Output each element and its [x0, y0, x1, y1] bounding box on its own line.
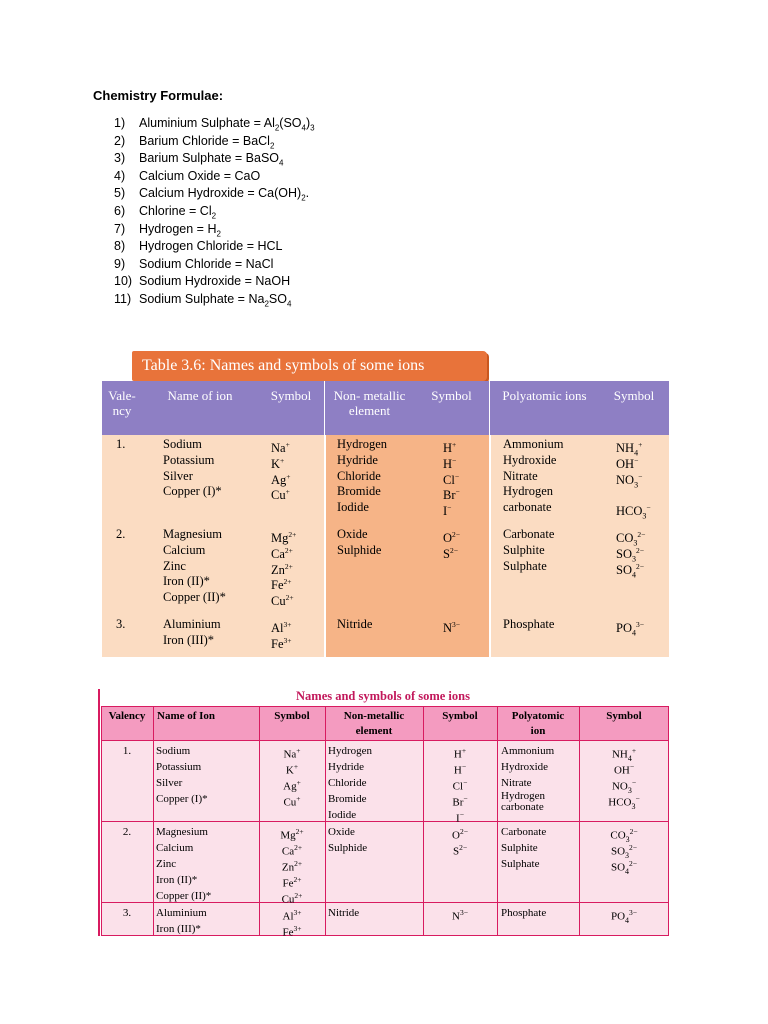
poly-name-cell-entry: Ammonium	[501, 745, 555, 757]
valency-cell: 3.	[116, 617, 126, 631]
ion-symbol-cell-entry: $Fe^{3+}$	[271, 635, 292, 651]
ion-symbol-cell-entry: $Cu^{2+}$	[281, 891, 303, 906]
formula-text: Hydrogen = $H_2$	[139, 221, 221, 239]
table2-title: Names and symbols of some ions	[296, 689, 470, 703]
nonmetal-name-cell-entry: Hydrogen	[328, 745, 372, 757]
ion-symbol-cell-entry: $Al^{3+}$	[271, 620, 292, 636]
formula-number: 6)	[114, 203, 126, 218]
header-symbol-3: Symbol	[599, 381, 669, 435]
poly-symbol-cell-entry: $HCO_3^-$	[616, 503, 651, 521]
col-border	[325, 706, 326, 936]
formula-text: Barium Chloride = BaCl$_2$	[139, 133, 275, 151]
formula-number: 3)	[114, 151, 126, 166]
poly-name-cell	[503, 617, 554, 633]
nonmetal-name-cell-entry: Iodide	[337, 500, 369, 515]
ion-symbol-cell	[271, 527, 297, 609]
col-border	[101, 706, 102, 936]
nonmetal-symbol-cell	[443, 437, 460, 519]
ion-name-cell-entry: Iron (II)*	[156, 874, 198, 886]
ion-name-cell-entry: Potassium	[163, 452, 215, 467]
nonmetal-symbol-cell	[423, 824, 497, 856]
formula-text: Chlorine = $Cl_2$	[139, 203, 217, 221]
row-border	[101, 740, 669, 741]
formula-number: 4)	[114, 168, 126, 183]
formula-item	[114, 221, 315, 239]
nonmetal-symbol-cell-entry: $N^{3-}$	[452, 908, 468, 923]
nonmetal-name-cell	[328, 743, 372, 823]
ion-name-cell-entry: Silver	[163, 468, 193, 483]
ion-name-cell-entry: Calcium	[156, 842, 194, 854]
formula-item	[114, 291, 315, 309]
nonmetal-symbol-cell-entry: H+	[443, 440, 457, 456]
header-poly: Polyatomic ions	[489, 381, 599, 435]
ion-name-cell-entry: Sodium	[156, 745, 191, 757]
poly-name-cell-entry: Phosphate	[501, 907, 547, 919]
nonmetal-symbol-cell	[443, 617, 461, 636]
nonmetal-symbol-cell-entry: H+	[453, 746, 467, 761]
row-border	[101, 821, 669, 822]
divider	[324, 435, 326, 657]
row-border	[101, 706, 669, 707]
nonmetal-name-cell	[328, 905, 359, 921]
nonmetal-symbol-cell-entry: Cl−	[452, 778, 468, 793]
nonmetal-name-cell-entry: Bromide	[337, 484, 381, 499]
nonmetal-name-cell-entry: Oxide	[328, 826, 355, 838]
poly-symbol-cell-entry: OH−	[613, 762, 635, 777]
nonmetal-name-cell-entry: Oxide	[337, 527, 368, 541]
poly-name-cell-entry: Phosphate	[503, 617, 555, 631]
poly-symbol-cell-entry: $CO_3^{2-}$	[616, 530, 646, 548]
poly-symbol-cell-entry: $NO_3^-$	[611, 778, 637, 795]
ion-symbol-cell-entry: K+	[271, 455, 285, 471]
poly-name-cell-entry: Nitrate	[501, 777, 532, 789]
ion-symbol-cell-entry: $Mg^{2+}$	[271, 530, 297, 546]
poly-name-cell-entry: carbonate	[503, 500, 552, 515]
poly-symbol-cell	[616, 437, 651, 521]
ion-name-cell	[163, 437, 222, 500]
header-valency: Vale- ncy	[102, 381, 142, 435]
divider	[489, 435, 491, 657]
formula-list	[114, 115, 315, 309]
header-symbol: Symbol	[258, 381, 324, 435]
poly-symbol-cell-entry: $PO_4^{3-}$	[616, 620, 644, 638]
nonmetal-symbol-cell-entry: H−	[453, 762, 467, 777]
nonmetal-name-cell	[337, 437, 387, 516]
poly-name-cell-entry: Carbonate	[503, 527, 555, 541]
formula-number: 9)	[114, 256, 126, 271]
nonmetal-name-cell-entry: Chloride	[337, 468, 381, 483]
poly-symbol-cell	[616, 527, 646, 580]
ion-name-cell-entry: Magnesium	[163, 527, 223, 541]
nonmetal-symbol-cell-entry: $S^{2-}$	[443, 545, 458, 561]
ion-name-cell-entry: Zinc	[156, 858, 177, 870]
poly-name-cell-entry: Hydroxide	[501, 761, 549, 773]
ion-name-cell-entry: Magnesium	[156, 826, 208, 838]
formula-item	[114, 185, 315, 203]
formula-number: 2)	[114, 133, 126, 148]
formula-text: Calcium Oxide = CaO	[139, 168, 261, 183]
ion-symbol-cell-entry: Ag+	[271, 471, 291, 487]
poly-name-cell-entry: Ammonium	[503, 437, 564, 451]
ion-symbol-cell-entry: $Ca^{2+}$	[281, 843, 303, 858]
ion-name-cell-entry: Iron (III)*	[163, 632, 215, 647]
formula-number: 1)	[114, 116, 126, 130]
formula-item	[114, 256, 315, 274]
nonmetal-symbol-cell-entry: H−	[443, 455, 457, 471]
ion-symbol-cell-entry: Cu+	[283, 794, 301, 809]
poly-symbol-cell-entry: $SO_4^{2-}$	[616, 561, 644, 580]
ion-name-cell-entry: Iron (III)*	[156, 923, 201, 935]
poly-name-cell-entry: Hydrogen	[503, 484, 553, 499]
poly-symbol-cell-entry: $HCO_3^-$	[608, 794, 640, 811]
ion-name-cell-entry: Sodium	[163, 437, 202, 451]
ion-name-cell	[156, 824, 211, 904]
formula-number: 10)	[114, 274, 133, 289]
formula-item	[114, 273, 315, 291]
ion-name-cell	[156, 743, 208, 807]
ion-symbol-cell	[271, 617, 291, 649]
col-border	[497, 706, 498, 936]
poly-symbol-cell-entry: $NH_4^+$	[611, 746, 637, 763]
ion-symbol-cell	[259, 743, 325, 807]
ion-name-cell-entry: Copper (I)*	[163, 484, 222, 499]
nonmetal-symbol-cell-entry: I−	[443, 503, 452, 519]
formula-text: Sodium Hydroxide = NaOH	[139, 274, 291, 289]
poly-symbol-cell	[579, 743, 669, 811]
nonmetal-name-cell-entry: Hydride	[328, 761, 365, 773]
ion-name-cell-entry: Iron (II)*	[163, 574, 210, 589]
nonmetal-name-cell-entry: Bromide	[328, 793, 367, 805]
nonmetal-name-cell	[337, 527, 381, 559]
ion-name-cell-entry: Silver	[156, 777, 183, 789]
ions-table-1	[102, 381, 669, 657]
formula-number: 5)	[114, 186, 126, 201]
ion-symbol-cell	[259, 824, 325, 904]
col-border	[153, 706, 154, 936]
formula-number: 11)	[114, 291, 132, 306]
ion-name-cell-entry: Zinc	[163, 558, 186, 573]
ion-name-cell	[163, 527, 226, 606]
formula-text: Aluminium Sulphate = $Al_2(SO_4)_3$	[139, 116, 315, 133]
poly-name-cell-entry: Hydroxide	[503, 452, 557, 467]
header-symbol-3: Symbol	[579, 706, 669, 740]
nonmetal-symbol-cell-entry: Cl−	[443, 471, 460, 487]
ion-symbol-cell-entry: Cu+	[271, 487, 290, 503]
ion-name-cell-entry: Calcium	[163, 542, 206, 557]
poly-name-cell-entry: Carbonate	[501, 826, 547, 838]
ion-name-cell-entry: Copper (II)*	[163, 590, 226, 605]
ion-symbol-cell-entry: $Zn^{2+}$	[281, 859, 303, 874]
nonmetal-symbol-cell	[423, 743, 497, 823]
header-symbol-2: Symbol	[423, 706, 497, 740]
page-heading: Chemistry Formulae:	[93, 88, 224, 103]
poly-name-cell-entry: Sulphite	[503, 542, 545, 557]
poly-symbol-cell	[579, 824, 669, 876]
nonmetal-name-cell-entry: Nitride	[337, 617, 373, 631]
ion-name-cell-entry: Potassium	[156, 761, 202, 773]
poly-symbol-cell-entry: $SO_3^{2-}$	[610, 843, 638, 860]
ion-name-cell-entry: Copper (I)*	[156, 793, 208, 805]
poly-symbol-cell-entry: $SO_4^{2-}$	[610, 859, 638, 876]
valency-cell: 2.	[116, 527, 126, 541]
ion-name-cell-entry: Copper (II)*	[156, 890, 212, 902]
nonmetal-name-cell-entry: Sulphide	[337, 542, 382, 557]
ion-symbol-cell-entry: $Mg^{2+}$	[280, 827, 304, 842]
poly-name-cell-entry: Sulphite	[501, 842, 538, 854]
ion-symbol-cell-entry: $Fe^{3+}$	[282, 924, 302, 939]
ion-symbol-cell-entry: $Al^{3+}$	[282, 908, 302, 923]
formula-text: Sodium Sulphate = $Na_2SO_4$	[139, 291, 292, 309]
valency-cell: 3.	[122, 907, 132, 919]
poly-symbol-cell-entry: $SO_3^{2-}$	[616, 545, 644, 564]
poly-name-cell-entry: Sulphate	[501, 858, 540, 870]
header-name: Name of ion	[142, 381, 258, 435]
formula-item	[114, 150, 315, 168]
ion-symbol-cell-entry: Na+	[271, 440, 290, 456]
nonmetal-symbol-cell-entry: $N^{3-}$	[443, 620, 461, 636]
poly-name-cell	[503, 527, 554, 574]
header-name: Name of Ion	[153, 706, 259, 740]
ion-symbol-cell-entry: Ag+	[283, 778, 301, 793]
ion-symbol-cell	[271, 437, 291, 503]
nonmetal-name-cell	[337, 617, 372, 633]
table2-left-border	[98, 689, 100, 936]
ion-name-cell	[156, 905, 207, 937]
ion-symbol-cell-entry: Na+	[283, 746, 301, 761]
ion-name-cell-entry: Aluminium	[156, 907, 207, 919]
nonmetal-name-cell-entry: Sulphide	[328, 842, 368, 854]
formula-item	[114, 168, 315, 186]
col-border	[579, 706, 580, 936]
poly-symbol-cell-entry: $PO_4^{3-}$	[610, 908, 638, 925]
nonmetal-symbol-cell	[423, 905, 497, 921]
poly-name-cell-entry: Hydrogen carbonate	[501, 790, 545, 813]
formula-number: 8)	[114, 239, 126, 254]
ion-symbol-cell-entry: $Fe^{2+}$	[282, 875, 302, 890]
nonmetal-name-cell	[328, 824, 367, 856]
header-nonmetal: Non-metallic element	[325, 706, 423, 740]
poly-name-cell-entry: Sulphate	[503, 558, 547, 573]
ion-symbol-cell-entry: $Ca^{2+}$	[271, 545, 293, 561]
formula-item	[114, 203, 315, 221]
ions-table-2	[101, 706, 669, 939]
nonmetal-symbol-cell-entry: I−	[456, 810, 464, 825]
header-poly: Polyatomic ion	[497, 706, 579, 740]
formula-item	[114, 133, 315, 151]
poly-symbol-cell	[579, 905, 669, 925]
poly-symbol-cell-entry: $NH_4^+$	[616, 440, 643, 458]
nonmetal-symbol-cell-entry: $O^{2-}$	[443, 530, 461, 546]
formula-item	[114, 238, 315, 256]
header-nonmetal: Non- metallic element	[324, 381, 414, 435]
table1-title: Table 3.6: Names and symbols of some ions	[132, 351, 487, 381]
formula-item	[114, 115, 315, 133]
ion-symbol-cell-entry: $Zn^{2+}$	[271, 561, 293, 577]
ion-symbol-cell	[259, 905, 325, 937]
header-symbol-2: Symbol	[414, 381, 489, 435]
ion-name-cell-entry: Aluminium	[163, 617, 221, 631]
header-valency: Valency	[101, 706, 153, 740]
formula-text: Barium Sulphate = BaSO$_4$	[139, 151, 284, 168]
poly-symbol-cell-entry: $NO_3^-$	[616, 471, 643, 490]
poly-symbol-cell	[616, 617, 644, 638]
nonmetal-name-cell-entry: Hydride	[337, 452, 378, 467]
valency-cell: 2.	[122, 826, 132, 838]
formula-text: Calcium Hydroxide = $Ca(OH)_2$.	[139, 186, 310, 203]
formula-text: Hydrogen Chloride = HCL	[139, 239, 283, 254]
col-border	[668, 706, 669, 936]
nonmetal-name-cell-entry: Chloride	[328, 777, 367, 789]
nonmetal-name-cell-entry: Iodide	[328, 809, 357, 821]
nonmetal-symbol-cell-entry: Br−	[452, 794, 468, 809]
nonmetal-symbol-cell-entry: Br−	[443, 487, 460, 503]
valency-cell: 1.	[116, 437, 126, 451]
ion-symbol-cell-entry: $Fe^{2+}$	[271, 577, 292, 593]
poly-symbol-cell-entry: OH−	[616, 455, 639, 471]
nonmetal-name-cell-entry: Hydrogen	[337, 437, 387, 451]
valency-cell: 1.	[122, 745, 132, 757]
nonmetal-symbol-cell	[443, 527, 460, 559]
formula-text: Sodium Chloride = NaCl	[139, 256, 274, 271]
poly-name-cell	[501, 824, 546, 872]
formula-number: 7)	[114, 221, 126, 236]
nonmetal-name-cell-entry: Nitride	[328, 907, 360, 919]
poly-name-cell	[501, 905, 546, 921]
poly-name-cell-entry: Nitrate	[503, 468, 538, 483]
poly-name-cell	[503, 437, 563, 516]
ion-name-cell	[163, 617, 221, 649]
header-symbol: Symbol	[259, 706, 325, 740]
nonmetal-symbol-cell-entry: $O^{2-}$	[452, 827, 468, 842]
nonmetal-symbol-cell-entry: $S^{2-}$	[452, 843, 468, 858]
ion-symbol-cell-entry: K+	[285, 762, 299, 777]
ion-symbol-cell-entry: $Cu^{2+}$	[271, 593, 294, 609]
poly-symbol-cell-entry: $CO_3^{2-}$	[610, 827, 638, 844]
poly-name-cell	[501, 743, 561, 813]
